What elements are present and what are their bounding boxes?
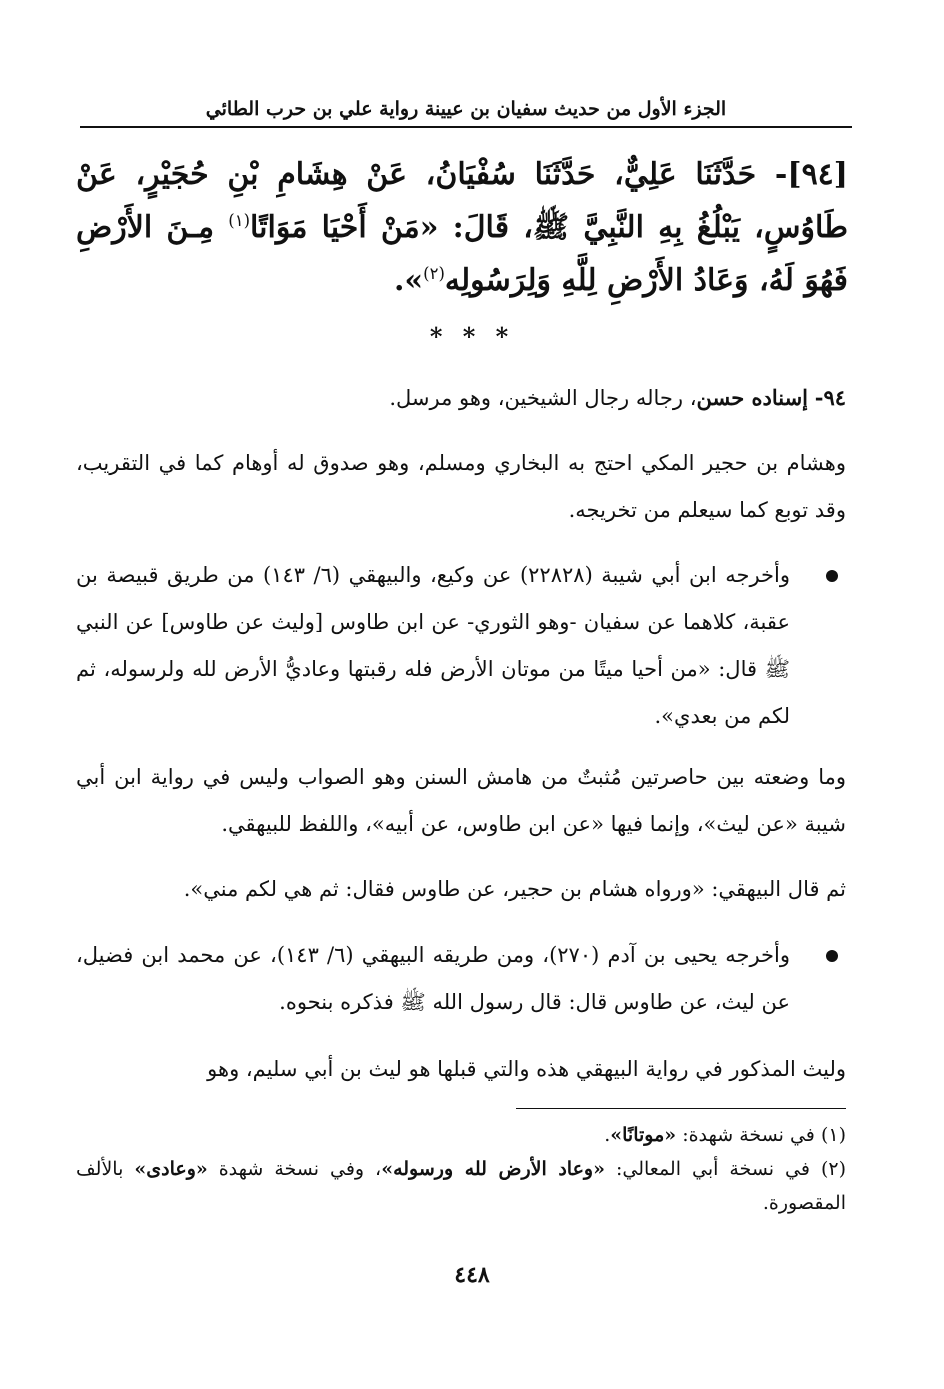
footnotes xyxy=(76,1118,846,1220)
footnote-2-text: في نسخة أبي المعالي: xyxy=(604,1158,821,1180)
hadith-text-part1: [٩٤]- حَدَّثَنَا عَلِيٌّ، حَدَّثَنَا سُفْيَانُ، عَنْ هِشَامِ بْنِ حُجَيْرٍ، عَنْ طَاوُسٍ، يَبْلُغُ بِهِ النَّبِيَّ ﷺ، قَالَ: «مَنْ أَحْيَا مَوَاتًا xyxy=(76,157,848,245)
takhrij-bullet-2-text: وأخرجه يحيى بن آدم (٢٧٠)، ومن طريقه البيهقي (٦/ ١٤٣)، عن محمد ابن فضيل، عن ليث، عن طاوس قال: قال رسول الله ﷺ فذكره بنحوه. xyxy=(76,943,790,1014)
footnote-1-end: . xyxy=(604,1124,611,1146)
running-header: الجزء الأول من حديث سفيان بن عيينة رواية علي بن حرب الطائي xyxy=(205,98,727,120)
takhrij-bullet-1 xyxy=(76,552,846,740)
commentary-paragraph-1-rest: ، رجاله رجال الشيخين، وهو مرسل. xyxy=(389,386,697,410)
commentary-paragraph-1 xyxy=(76,374,846,422)
footnote-1-text: في نسخة شهدة: xyxy=(676,1124,821,1146)
footnote-1 xyxy=(76,1118,846,1152)
commentary-paragraph-7: وليث المذكور في رواية البيهقي هذه والتي قبلها هو ليث بن أبي سليم، وهو xyxy=(207,1057,846,1081)
commentary-paragraph-5: ثم قال البيهقي: «ورواه هشام بن حجير، عن طاوس فقال: ثم هي لكم مني». xyxy=(183,877,846,901)
footnote-2-number: (٢) xyxy=(820,1158,846,1180)
takhrij-bullet-1-text: وأخرجه ابن أبي شيبة (٢٢٨٢٨) عن وكيع، والبيهقي (٦/ ١٤٣) من طريق قبيصة بن عقبة، كلاهما عن سفيان -وهو الثوري- عن ابن طاوس [وليث عن طاوس] عن النبي ﷺ قال: «من أحيا ميتًا من موتان الأرض فله رقبتها وعاديُّ الأرض لله ولرسوله، ثم لكم من بعدي». xyxy=(76,563,790,728)
bullet-icon xyxy=(826,570,838,582)
footnote-2-variant-1: «وعاد الأرض لله ورسوله» xyxy=(381,1158,605,1180)
header-rule xyxy=(80,126,852,128)
page-number: ٤٤٨ xyxy=(454,1262,490,1288)
footnote-ref-1[interactable]: (١) xyxy=(228,211,251,230)
footnote-rule xyxy=(516,1108,846,1109)
hadith-text-part3: ». xyxy=(393,263,424,298)
takhrij-bullet-2 xyxy=(76,932,846,1026)
commentary-paragraph-4: وما وضعته بين حاصرتين مُثبتٌ من هامش السنن وهو الصواب وليس في رواية ابن أبي شيبة «عن ليث»، وإنما فيها «عن ابن طاوس، عن أبيه»، واللفظ للبيهقي. xyxy=(76,765,846,836)
bullet-icon xyxy=(826,950,838,962)
hadith-text-part2: مِـنَ الأَرْضِ فَهُوَ لَهُ، وَعَادُ الأَرْضِ لِلَّهِ وَلِرَسُولِه xyxy=(76,210,848,298)
footnote-ref-2[interactable]: (٢) xyxy=(423,264,445,283)
footnote-2 xyxy=(76,1152,846,1220)
footnote-2-mid: ، وفي نسخة شهدة xyxy=(207,1158,382,1180)
commentary-paragraph-2: وهشام بن حجير المكي احتج به البخاري ومسلم، وهو صدوق له أوهام كما في التقريب، وقد توبع كما سيعلم من تخريجه. xyxy=(76,451,846,522)
section-separator: * * * xyxy=(429,322,515,351)
footnote-1-variant: «موتانًا» xyxy=(610,1124,677,1146)
grading-label: إسناده حسن xyxy=(696,385,809,410)
footnote-2-variant-2: «وعادى» xyxy=(134,1158,208,1180)
commentary-number: ٩٤- xyxy=(814,385,846,410)
hadith-text xyxy=(76,148,848,307)
footnote-2-end: بالألف المقصورة. xyxy=(76,1158,846,1214)
footnote-1-number: (١) xyxy=(820,1124,846,1146)
